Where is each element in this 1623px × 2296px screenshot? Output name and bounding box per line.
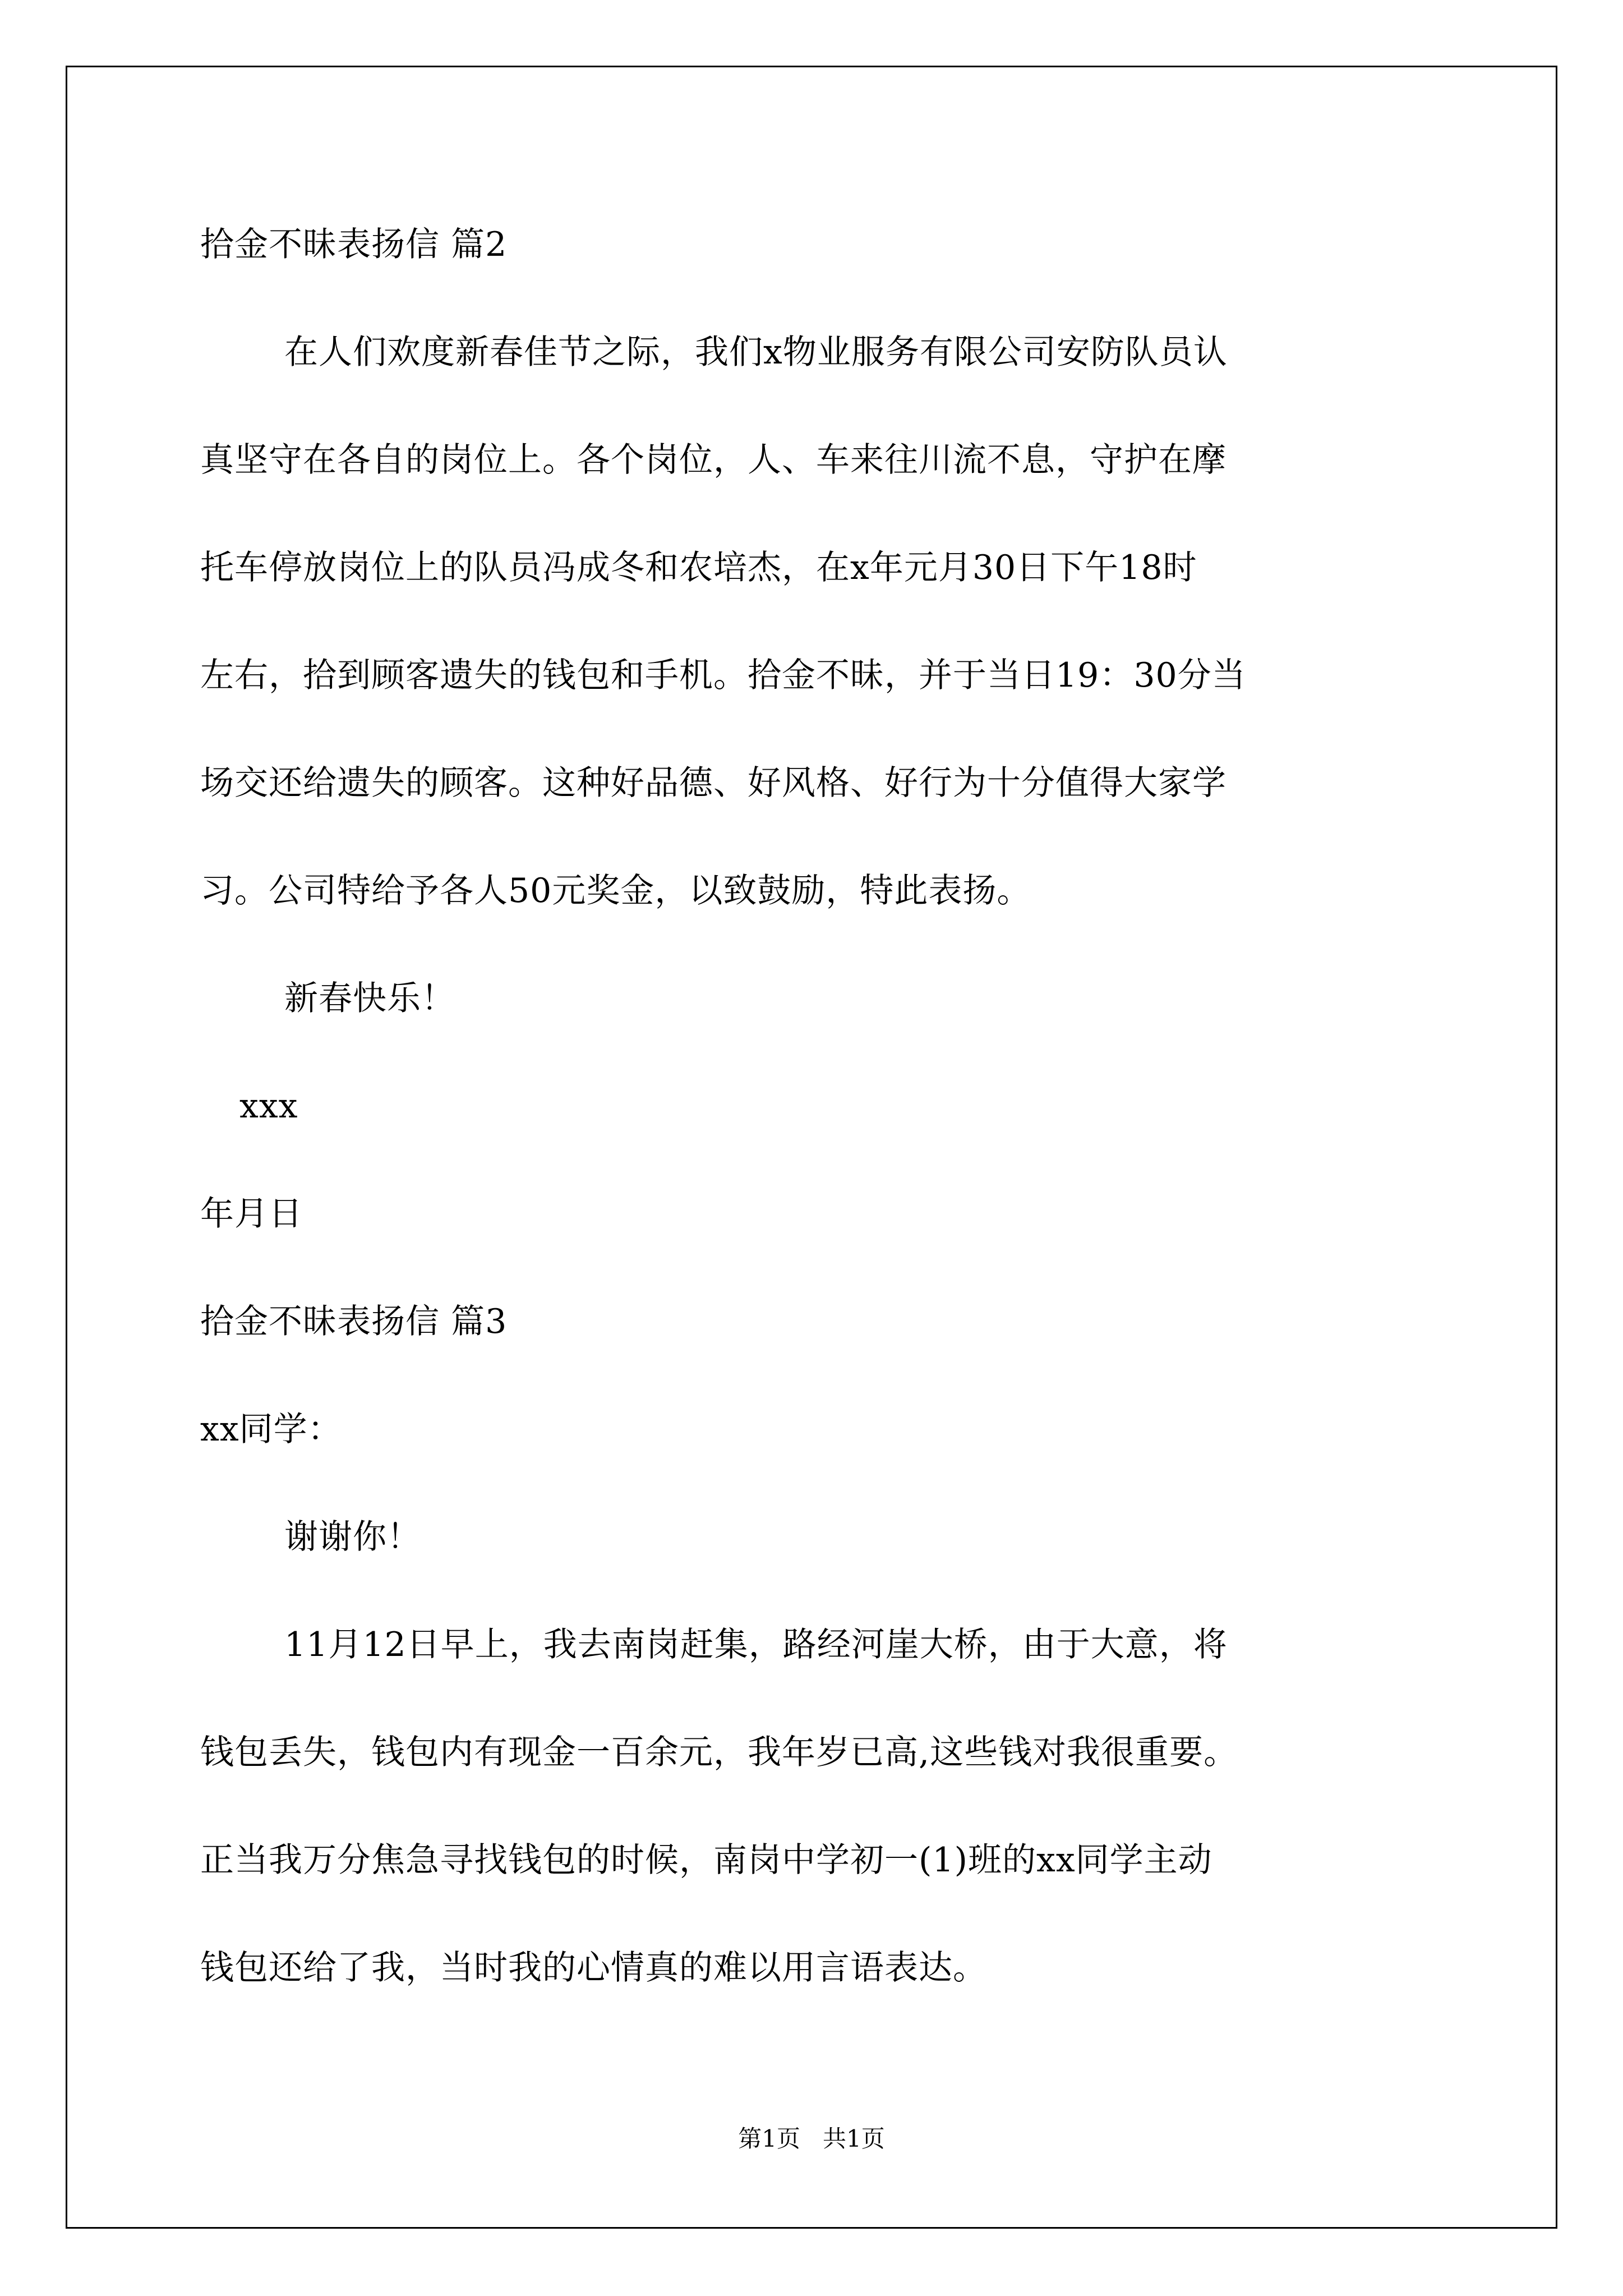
section-title-3: 拾金不昧表扬信 篇3: [200, 1302, 508, 1341]
paragraph-line: 钱包丢失，钱包内有现金一百余元，我年岁已高,这些钱对我很重要。: [200, 1733, 1238, 1772]
thanks-line: 谢谢你！: [284, 1517, 421, 1557]
paragraph-line: 真坚守在各自的岗位上。各个岗位，人、车来往川流不息，守护在摩: [200, 440, 1227, 480]
salutation-line: xx同学：: [200, 1410, 342, 1449]
greeting-line: 新春快乐！: [284, 979, 455, 1018]
date-line: 年月日: [200, 1194, 303, 1234]
signature-line: xxx: [239, 1087, 298, 1126]
section-title-2: 拾金不昧表扬信 篇2: [200, 225, 508, 264]
document-body: [200, 191, 1434, 2022]
paragraph-line: 在人们欢度新春佳节之际，我们x物业服务有限公司安防队员认: [284, 333, 1228, 372]
paragraph-line: 钱包还给了我，当时我的心情真的难以用言语表达。: [200, 1948, 987, 1987]
paragraph-line: 11月12日早上，我去南岗赶集，路经河崖大桥，由于大意，将: [284, 1625, 1228, 1664]
page-footer: 第1页 共1页: [738, 2125, 885, 2152]
paragraph-line: 习。公司特给予各人50元奖金，以致鼓励，特此表扬。: [200, 871, 1031, 910]
paragraph-line: 左右，拾到顾客遗失的钱包和手机。拾金不昧，并于当日19：30分当: [200, 656, 1246, 695]
paragraph-line: 正当我万分焦急寻找钱包的时候，南岗中学初一(1)班的xx同学主动: [200, 1841, 1212, 1880]
paragraph-line: 场交还给遗失的顾客。这种好品德、好风格、好行为十分值得大家学: [200, 763, 1227, 803]
paragraph-line: 托车停放岗位上的队员冯成冬和农培杰，在x年元月30日下午18时: [200, 548, 1197, 587]
